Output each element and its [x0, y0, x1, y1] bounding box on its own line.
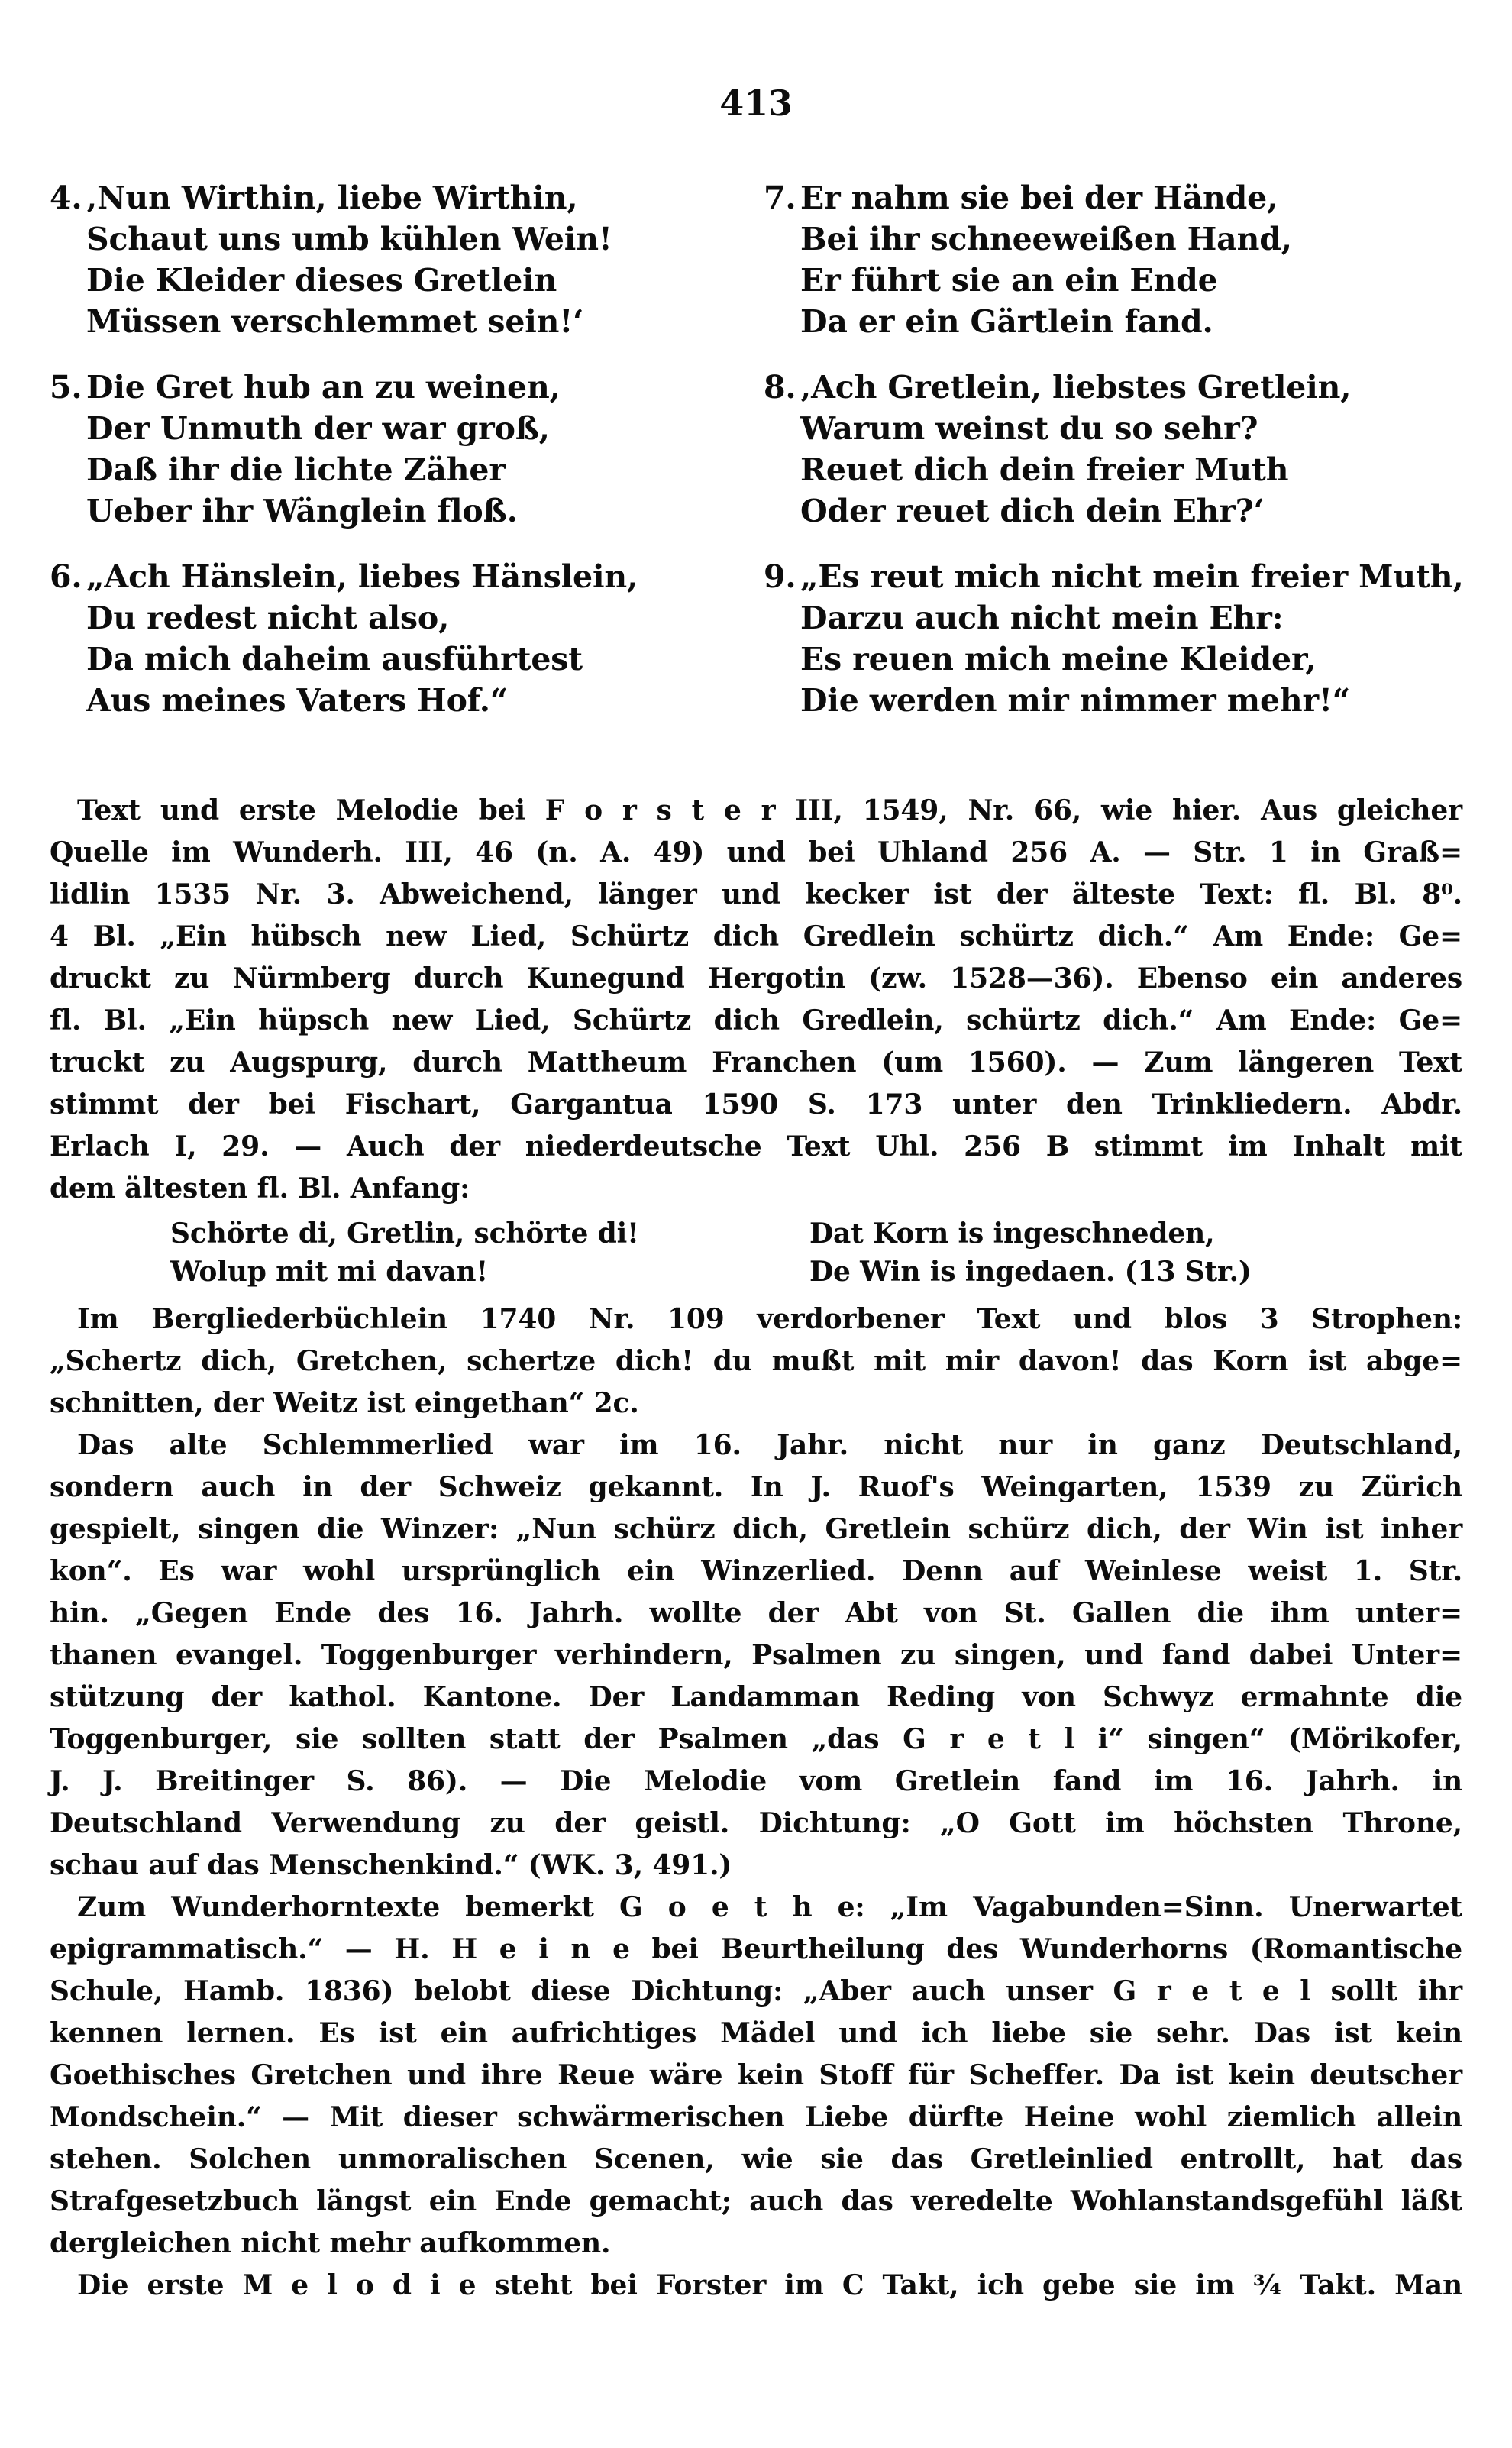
commentary-line: J. J. Breitinger S. 86). — Die Melodie vom Gretlein fand im 16. Jahrh. in	[50, 1765, 1462, 1797]
stanza-4	[50, 177, 764, 342]
verse-line: Ueber ihr Wänglein floß.	[86, 493, 518, 529]
commentary-line: hin. „Gegen Ende des 16. Jahrh. wollte der Abt von St. Gallen die ihm unter=	[50, 1597, 1462, 1629]
verse-line: Der Unmuth der war groß,	[86, 410, 550, 447]
verse-line: Oder reuet dich dein Ehr?‘	[800, 493, 1265, 529]
page-number: 413	[719, 82, 793, 124]
stanza-number: 5.	[50, 369, 82, 406]
commentary-line: druckt zu Nürmberg durch Kunegund Hergotin (zw. 1528—36). Ebenso ein anderes	[50, 962, 1462, 994]
verse-line	[764, 556, 1464, 597]
commentary-line: Zum Wunderhorntexte bemerkt G o e t h e: „Im Vagabunden=Sinn. Unerwartet	[77, 1891, 1462, 1923]
inset-quote-right	[809, 1214, 1462, 1291]
commentary-line: thanen evangel. Toggenburger verhindern, Psalmen zu singen, und fand dabei Unter=	[50, 1639, 1462, 1671]
stanza-number: 8.	[764, 369, 796, 406]
verse-line	[50, 556, 764, 597]
commentary-line: Im Bergliederbüchlein 1740 Nr. 109 verdorbener Text und blos 3 Strophen:	[77, 1303, 1462, 1335]
verse-line: Er führt sie an ein Ende	[800, 262, 1218, 299]
commentary-line: lidlin 1535 Nr. 3. Abweichend, länger und kecker ist der älteste Text: fl. Bl. 8⁰.	[50, 878, 1462, 910]
quote-line: Schörte di, Gretlin, schörte di!	[170, 1218, 639, 1250]
commentary-line: Das alte Schlemmerlied war im 16. Jahr. nicht nur in ganz Deutschland,	[77, 1429, 1462, 1461]
stanza-5	[50, 367, 764, 532]
verse-line: Reuet dich dein freier Muth	[800, 451, 1289, 488]
inset-quote	[50, 1214, 1462, 1291]
verse-text: „Es reut mich nicht mein freier Muth,	[800, 558, 1464, 595]
verse-line: Müssen verschlemmet sein!‘	[86, 303, 584, 340]
verse-text: ‚Ach Gretlein, liebstes Gretlein,	[800, 369, 1352, 406]
stanza-number: 9.	[764, 558, 796, 595]
commentary-line: „Schertz dich, Gretchen, schertze dich! du mußt mit mir davon! das Korn ist abge=	[50, 1345, 1462, 1377]
verse-column-left	[50, 177, 764, 745]
verse-text: Er nahm sie bei der Hände,	[800, 179, 1278, 216]
commentary-line: kennen lernen. Es ist ein aufrichtiges Mädel und ich liebe sie sehr. Das ist kein	[50, 2017, 1462, 2049]
verse-line: Warum weinst du so sehr?	[800, 410, 1258, 447]
commentary-line: stimmt der bei Fischart, Gargantua 1590 S. 173 unter den Trinkliedern. Abdr.	[50, 1088, 1462, 1121]
verse-line: Da er ein Gärtlein fand.	[800, 303, 1213, 340]
stanza-number: 7.	[764, 179, 796, 216]
commentary-line: sondern auch in der Schweiz gekannt. In J. Ruof's Weingarten, 1539 zu Zürich	[50, 1471, 1462, 1503]
stanza-8	[764, 367, 1464, 532]
verse-line: Es reuen mich meine Kleider,	[800, 641, 1317, 677]
verse-line: Aus meines Vaters Hof.“	[86, 682, 509, 719]
commentary-line: dem ältesten fl. Bl. Anfang:	[50, 1172, 470, 1205]
stanza-6	[50, 556, 764, 721]
commentary-line: Deutschland Verwendung zu der geistl. Dichtung: „O Gott im höchsten Throne,	[50, 1807, 1462, 1839]
commentary-line: 4 Bl. „Ein hübsch new Lied, Schürtz dich Gredlein schürtz dich.“ Am Ende: Ge=	[50, 920, 1462, 952]
commentary-line: Erlach I, 29. — Auch der niederdeutsche Text Uhl. 256 B stimmt im Inhalt mit	[50, 1130, 1462, 1163]
commentary-line: dergleichen nicht mehr aufkommen.	[50, 2227, 611, 2259]
commentary-line: stützung der kathol. Kantone. Der Landamman Reding von Schwyz ermahnte die	[50, 1681, 1462, 1713]
commentary-line: gespielt, singen die Winzer: „Nun schürz dich, Gretlein schürz dich, der Win ist inher	[50, 1513, 1462, 1545]
commentary-line: kon“. Es war wohl ursprünglich ein Winzerlied. Denn auf Weinlese weist 1. Str.	[50, 1555, 1462, 1587]
commentary-line: fl. Bl. „Ein hüpsch new Lied, Schürtz dich Gredlein, schürtz dich.“ Am Ende: Ge=	[50, 1004, 1462, 1036]
verse-line	[764, 367, 1464, 408]
commentary-line: Die erste M e l o d i e steht bei Forster im C Takt, ich gebe sie im ³⁄₄ Takt. Man	[77, 2269, 1462, 2301]
commentary-line: Strafgesetzbuch längst ein Ende gemacht; auch das veredelte Wohlanstandsgefühl läßt	[50, 2185, 1462, 2217]
commentary-line: Schule, Hamb. 1836) belobt diese Dichtung: „Aber auch unser G r e t e l sollt ihr	[50, 1975, 1462, 2007]
quote-line: Dat Korn is ingeschneden,	[809, 1218, 1215, 1250]
stanza-number: 4.	[50, 179, 82, 216]
verse-text: Die Gret hub an zu weinen,	[86, 369, 561, 406]
inset-quote-left	[170, 1214, 809, 1291]
verse-text: „Ach Hänslein, liebes Hänslein,	[86, 558, 638, 595]
commentary-line: epigrammatisch.“ — H. H e i n e bei Beurtheilung des Wunderhorns (Romantische	[50, 1933, 1462, 1965]
quote-line: Wolup mit mi davan!	[170, 1256, 488, 1288]
verse-column-right	[764, 177, 1464, 745]
commentary-line: Text und erste Melodie bei F o r s t e r III, 1549, Nr. 66, wie hier. Aus gleicher	[77, 794, 1462, 826]
verse-line: Du redest nicht also,	[86, 600, 450, 636]
commentary-line: schau auf das Menschenkind.“ (WK. 3, 491.)	[50, 1849, 732, 1881]
stanza-number: 6.	[50, 558, 82, 595]
quote-line: De Win is ingedaen. (13 Str.)	[809, 1256, 1252, 1288]
verse-line	[50, 367, 764, 408]
commentary-line: Mondschein.“ — Mit dieser schwärmerischen Liebe dürfte Heine wohl ziemlich allein	[50, 2101, 1462, 2133]
stanza-9	[764, 556, 1464, 721]
verse-text: ‚Nun Wirthin, liebe Wirthin,	[86, 179, 578, 216]
verse-section	[50, 177, 1462, 745]
commentary-line: Quelle im Wunderh. III, 46 (n. A. 49) und bei Uhland 256 A. — Str. 1 in Graß=	[50, 836, 1462, 868]
commentary-line: schnitten, der Weitz ist eingethan“ 2c.	[50, 1387, 639, 1419]
commentary	[50, 790, 1462, 2307]
commentary-line: truckt zu Augspurg, durch Mattheum Franchen (um 1560). — Zum längeren Text	[50, 1046, 1462, 1078]
commentary-line: stehen. Solchen unmoralischen Scenen, wie sie das Gretleinlied entrollt, hat das	[50, 2143, 1462, 2175]
verse-line: Da mich daheim ausführtest	[86, 641, 583, 677]
verse-line: Darzu auch nicht mein Ehr:	[800, 600, 1284, 636]
verse-line: Daß ihr die lichte Zäher	[86, 451, 506, 488]
verse-line: Die werden mir nimmer mehr!“	[800, 682, 1351, 719]
verse-line: Bei ihr schneeweißen Hand,	[800, 221, 1292, 257]
verse-line: Die Kleider dieses Gretlein	[86, 262, 557, 299]
verse-line	[50, 177, 764, 218]
verse-line: Schaut uns umb kühlen Wein!	[86, 221, 612, 257]
commentary-line: Goethisches Gretchen und ihre Reue wäre kein Stoff für Scheffer. Da ist kein deutscher	[50, 2059, 1462, 2091]
verse-line	[764, 177, 1464, 218]
stanza-7	[764, 177, 1464, 342]
commentary-line: Toggenburger, sie sollten statt der Psalmen „das G r e t l i“ singen“ (Mörikofer,	[50, 1723, 1462, 1755]
